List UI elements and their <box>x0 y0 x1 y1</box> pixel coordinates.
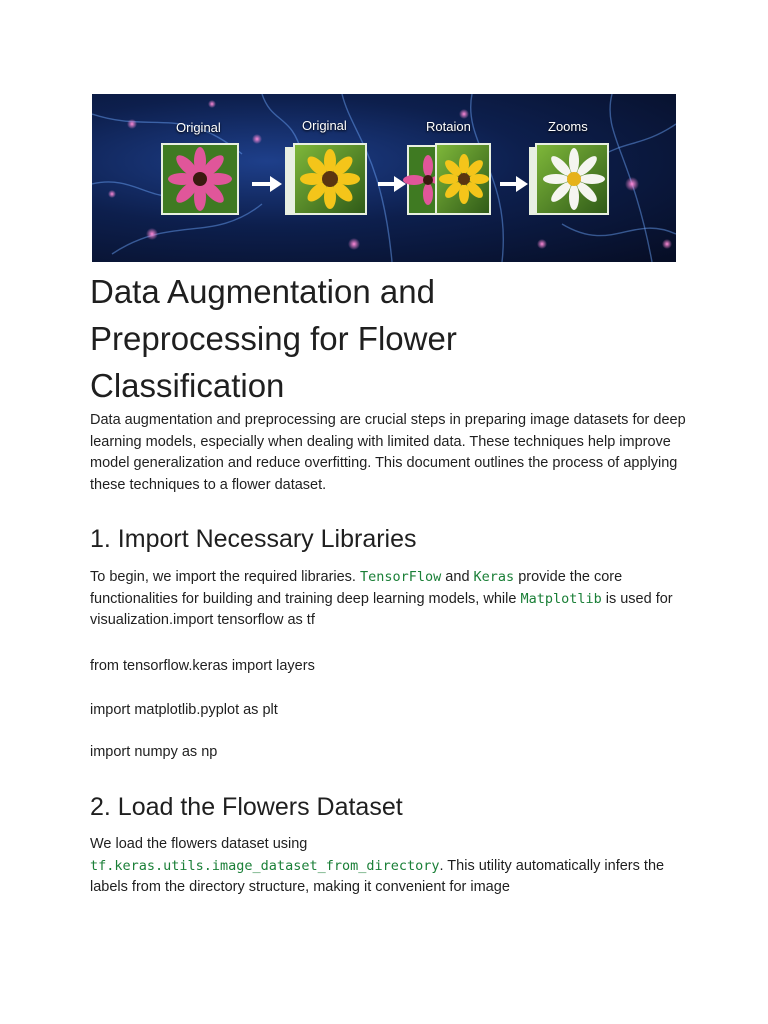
arrow-icon <box>500 176 528 192</box>
arrow-icon <box>378 176 406 192</box>
stage-label-rotation: Rotaion <box>426 119 471 134</box>
section-heading-load-dataset: 2. Load the Flowers Dataset <box>90 793 403 821</box>
original-pink-flower-image <box>162 144 238 214</box>
section1-text: and <box>441 569 474 585</box>
original-sunflower-image <box>286 144 366 214</box>
section2-text: We load the flowers dataset using <box>90 836 308 852</box>
section2-text: . This utility automatically infers the labels from the directory structure, making it convenient for image <box>90 857 665 895</box>
stage-label-zooms: Zooms <box>548 119 588 134</box>
stage-label-original: Original <box>176 120 221 135</box>
code-tensorflow: TensorFlow <box>360 569 442 585</box>
intro-paragraph: Data augmentation and preprocessing are crucial steps in preparing image datasets for deep learning models, especially when dealing with limited data. These techniques help improve model generalization and reduce overfitting. This document outlines the process of applying these techniques to a flower dataset. <box>90 412 686 493</box>
code-image-dataset-from-directory: tf.keras.utils.image_dataset_from_directory <box>90 857 440 874</box>
section1-text: To begin, we import the required libraries. <box>90 569 360 585</box>
arrow-icon <box>252 176 282 192</box>
section-heading-import-libraries: 1. Import Necessary Libraries <box>90 525 417 553</box>
rotation-flower-image <box>403 144 490 214</box>
section2-paragraph <box>90 834 690 899</box>
document-title: Data Augmentation and Preprocessing for Flower Classification <box>90 273 457 404</box>
import-line-numpy: import numpy as np <box>90 744 218 760</box>
zoom-daisy-image <box>530 144 608 214</box>
code-matplotlib: Matplotlib <box>520 590 602 607</box>
stage-label-original-2: Original <box>302 118 347 133</box>
header-banner-image <box>92 94 676 262</box>
code-keras: Keras <box>473 569 515 585</box>
section1-text: provide the core functionalities for building and training deep learning models, while <box>90 569 623 607</box>
import-line-matplotlib: import matplotlib.pyplot as plt <box>90 702 278 718</box>
section1-paragraph <box>90 567 690 632</box>
section1-text: is used for visualization.import tensorflow as tf <box>90 590 673 628</box>
import-line-layers: from tensorflow.keras import layers <box>90 658 315 674</box>
